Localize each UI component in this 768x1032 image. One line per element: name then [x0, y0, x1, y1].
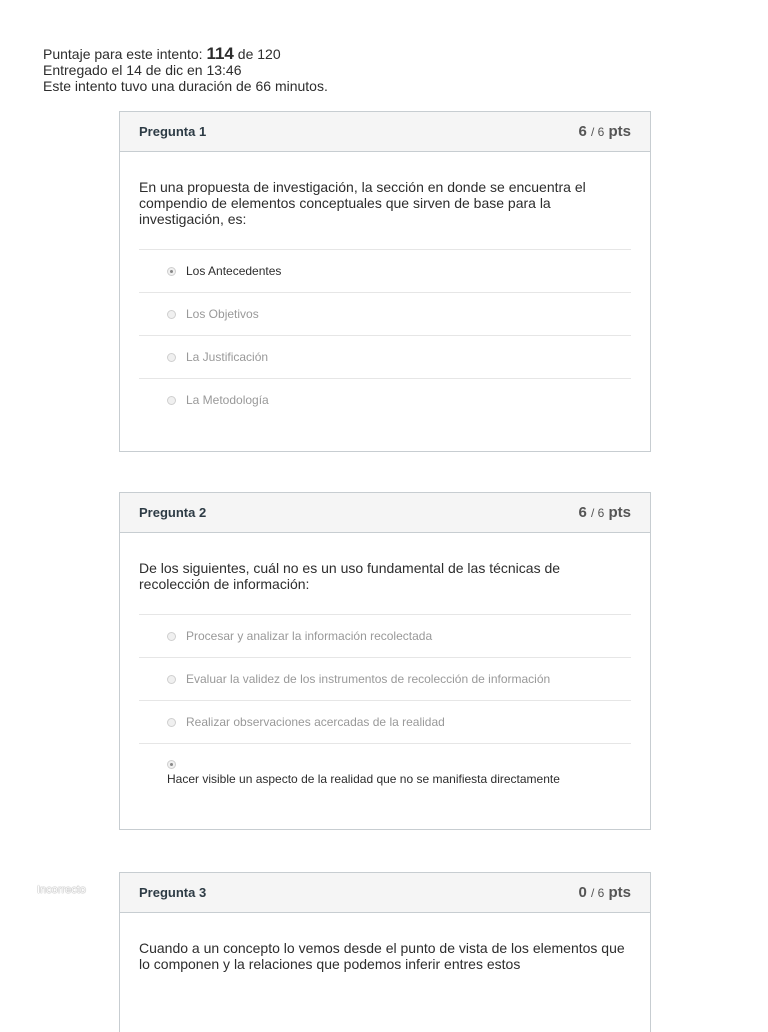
- question-header: [120, 112, 650, 152]
- answer-option[interactable]: Los Objetivos: [139, 292, 631, 335]
- answer-option[interactable]: Los Antecedentes: [139, 249, 631, 292]
- answer-option[interactable]: Evaluar la validez de los instrumentos de recolección de información: [139, 657, 631, 700]
- attempt-duration: Este intento tuvo una duración de 66 minutos.: [43, 78, 328, 94]
- answer-option[interactable]: Procesar y analizar la información recolectada: [139, 614, 631, 657]
- question-text: En una propuesta de investigación, la sección en donde se encuentra el compendio de elementos conceptuales que sirven de base para la investigación, es:: [139, 179, 586, 227]
- score-value: 114: [206, 44, 234, 63]
- question-points: 6 / 6 pts: [578, 504, 631, 521]
- score-label: Puntaje para este intento:: [43, 46, 203, 62]
- score-line: [43, 46, 328, 62]
- question-header: [120, 493, 650, 533]
- question-2: [119, 492, 651, 830]
- question-points: 6 / 6 pts: [578, 123, 631, 140]
- question-1: [119, 111, 651, 452]
- answer-option[interactable]: Realizar observaciones acercadas de la realidad: [139, 700, 631, 743]
- score-total: de 120: [237, 46, 281, 62]
- question-title: Pregunta 2: [139, 505, 207, 520]
- attempt-summary: [43, 46, 328, 94]
- answer-list: [139, 614, 631, 801]
- question-text: Cuando a un concepto lo vemos desde el punto de vista de los elementos que lo componen y la relaciones que podemos inferir entres estos: [139, 940, 625, 972]
- question-text: De los siguientes, cuál no es un uso fundamental de las técnicas de recolección de información:: [139, 560, 561, 592]
- radio-icon[interactable]: [167, 396, 176, 405]
- answer-list: [139, 249, 631, 421]
- answer-option[interactable]: Hacer visible un aspecto de la realidad que no se manifiesta directamente: [139, 743, 631, 801]
- radio-icon[interactable]: [167, 310, 176, 319]
- incorrect-label: Incorrecto: [37, 884, 86, 896]
- answer-option[interactable]: La Justificación: [139, 335, 631, 378]
- question-points: 0 / 6 pts: [578, 884, 631, 901]
- question-header: [120, 873, 650, 913]
- radio-selected-icon[interactable]: [167, 267, 176, 276]
- radio-selected-icon[interactable]: [167, 760, 176, 769]
- answer-option[interactable]: La Metodología: [139, 378, 631, 421]
- submitted-date: Entregado el 14 de dic en 13:46: [43, 62, 242, 78]
- radio-icon[interactable]: [167, 353, 176, 362]
- question-title: Pregunta 1: [139, 124, 207, 139]
- question-3: [119, 872, 651, 1032]
- radio-icon[interactable]: [167, 718, 176, 727]
- question-title: Pregunta 3: [139, 885, 207, 900]
- radio-icon[interactable]: [167, 675, 176, 684]
- radio-icon[interactable]: [167, 632, 176, 641]
